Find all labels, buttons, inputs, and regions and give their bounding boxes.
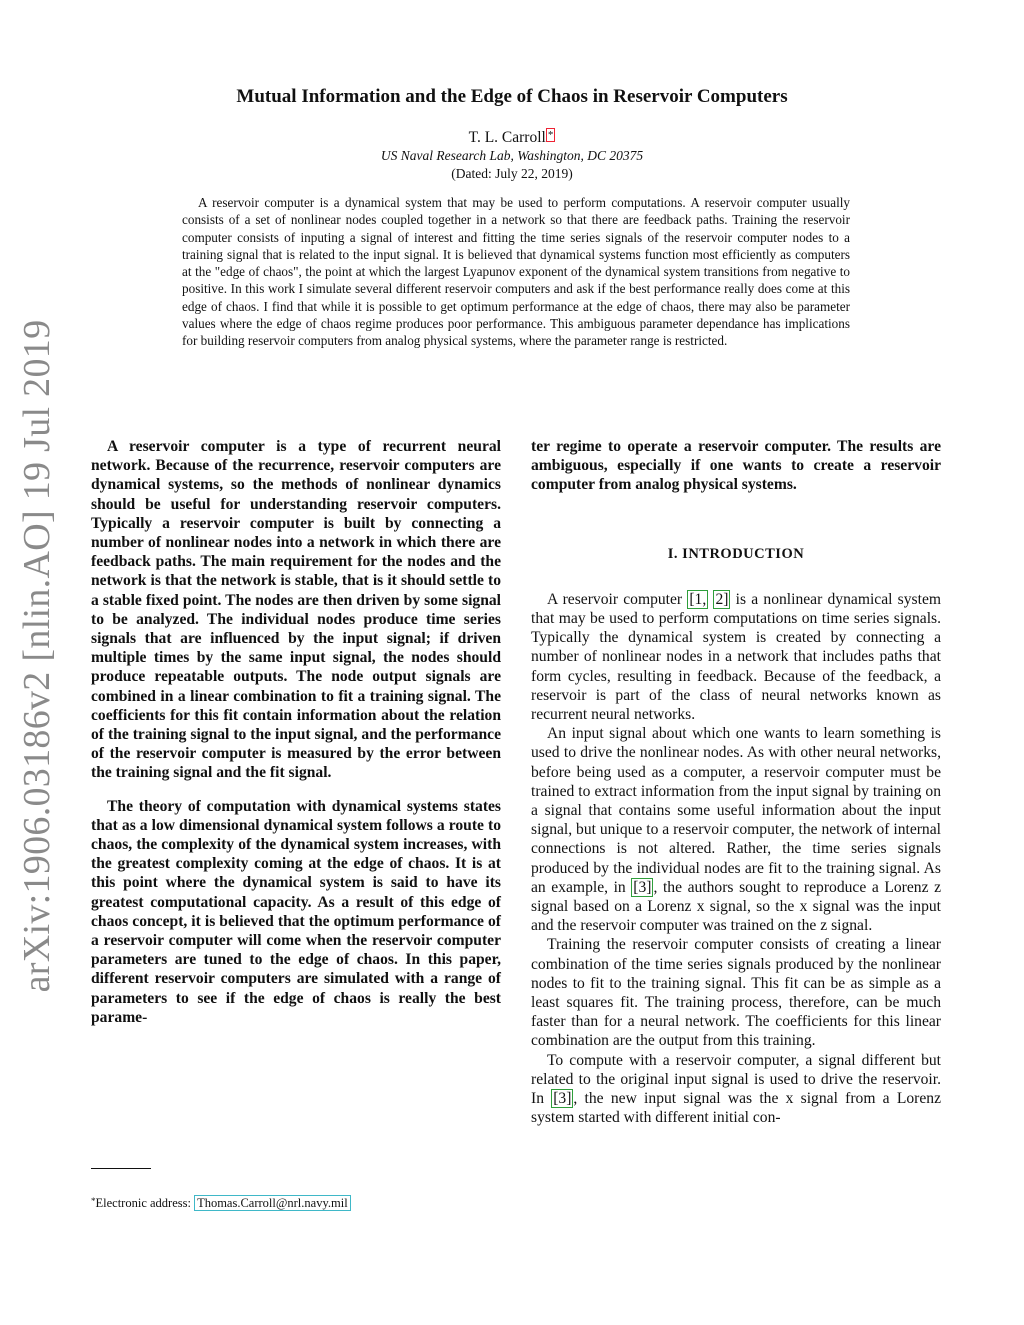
citation-link[interactable]: 2]: [715, 590, 729, 608]
left-column: [91, 437, 501, 1027]
affiliation: US Naval Research Lab, Washington, DC 20375: [380, 148, 644, 163]
footnote: [91, 1196, 351, 1211]
arxiv-identifier: arXiv:1906.03186v2 [nlin.AO] 19 Jul 2019: [16, 319, 58, 993]
intro-paragraph-3: Training the reservoir computer consists of creating a linear combination of the time series signals produced by the nonlinear nodes to fit to the training signal. This fit can be as simple as a least squares fit. The training process, therefore, can be much faster than for a neural network. The coefficients for this linear combination are the output from this training.: [531, 936, 941, 1050]
author-footnote-link[interactable]: *: [547, 129, 554, 141]
citation-link[interactable]: [3]: [553, 1090, 572, 1108]
intro-paragraph-2: An input signal about which one wants to learn something is used to drive the nonlinear nodes. As with other neural networks, before being used as a computer, a reservoir computer must be trained to extract information from the input signal by training on a signal that contains some useful information about the input signal, but unique to a reservoir computer, the network of internal connections is not altered. Rather, the time series signals produced by the individual nodes are fit to the training signal. As an example, in [3] , the authors sought to reproduce a Lorenz z signal based on a Lorenz x signal, so the x signal was the input and the reservoir computer was trained on the z signal.: [531, 725, 941, 935]
date-line: (Dated: July 22, 2019): [451, 166, 573, 181]
footnote-mark: *: [91, 1196, 96, 1206]
footnote-rule: [91, 1168, 151, 1169]
author-line: [0, 129, 1024, 147]
author-name: T. L. Carroll: [468, 129, 546, 146]
paper-title: Mutual Information and the Edge of Chaos in Reservoir Computers: [236, 86, 788, 107]
lead-paragraph-2: The theory of computation with dynamical systems states that as a low dimensional dynamical system follows a route to chaos, the complexity of the dynamical system increases, with the greatest complexity coming at the edge of chaos. It is at this point where the dynamical system is said to have its greatest computational capacity. As a result of this edge of chaos concept, it is believed that the optimum performance of a reservoir computer will come when the reservoir computer parameters are tuned to the edge of chaos. In this paper, different reservoir computers are simulated with a range of parameters to see if the edge of chaos is really the best parame-: [91, 797, 501, 1026]
arxiv-sidebar: [12, 319, 62, 993]
citation-link[interactable]: [1,: [689, 590, 707, 608]
section-heading-introduction: I. INTRODUCTION: [667, 545, 805, 562]
footnote-label: Electronic address:: [95, 1196, 195, 1210]
abstract: A reservoir computer is a dynamical system that may be used to perform computations. A reservoir computer usually consists of a set of nonlinear nodes coupled together in a network so that there are feedback paths. Training the reservoir computer consists of inputing a signal of interest and fitting the time series signals of the reservoir computer nodes to a training signal that is related to the input signal. It is believed that dynamical systems function most efficiently as computers at the "edge of chaos", the point at which the largest Lyapunov exponent of the dynamical system transitions from negative to positive. In this work I simulate several different reservoir computers and ask if the best performance really does come at this edge of chaos. I find that while it is possible to get optimum performance at the edge of chaos, there may also be parameter values where the edge of chaos regime produces poor performance. This ambiguous parameter dependance has implications for building reservoir computers from analog physical systems, where the parameter range is restricted.: [182, 195, 850, 349]
citation-link[interactable]: [3]: [633, 878, 652, 896]
right-column: [531, 437, 941, 1128]
intro-paragraph-4: To compute with a reservoir computer, a signal different but related to the original input signal is used to drive the reservoir. In [3] , the new input signal was the x signal from a Lorenz system started with different initial con-: [531, 1051, 941, 1127]
intro-paragraph-1: A reservoir computer [1, 2] is a nonlinear dynamical system that may be used to perform computations on time series signals. Typically the dynamical system is created by connecting a number of nonlinear nodes in a network that includes paths that form cycles, resulting in feedback. Because of the feedback, a reservoir is part of the class of neural networks known as recurrent neural networks.: [531, 590, 941, 724]
lead-paragraph-2-continued: ter regime to operate a reservoir computer. The results are ambiguous, especially if one wants to create a reservoir computer from analog physical systems.: [531, 438, 941, 494]
email-link[interactable]: Thomas.Carroll@nrl.navy.mil: [194, 1195, 351, 1211]
lead-paragraph-1: A reservoir computer is a type of recurrent neural network. Because of the recurrence, reservoir computers are dynamical systems, so the methods of nonlinear dynamics should be useful for understanding reservoir computers. Typically a reservoir computer is built by connecting a number of nonlinear nodes into a network in which there are feedback paths. The main requirement for the nodes and the network is that the network is stable, that is it should settle to a stable fixed point. The nodes are then driven by some signal to be analyzed. The individual nodes produce time series signals that are influenced by the input signal; if driven multiple times by the same input signal, the nodes should produce repeatable outputs. The node output signals are combined in a linear combination to fit a training signal. The coefficients for this fit contain information about the relation of the training signal to the input signal, and the performance of the reservoir computer is measured by the error between the training signal and the fit signal.: [91, 438, 501, 782]
